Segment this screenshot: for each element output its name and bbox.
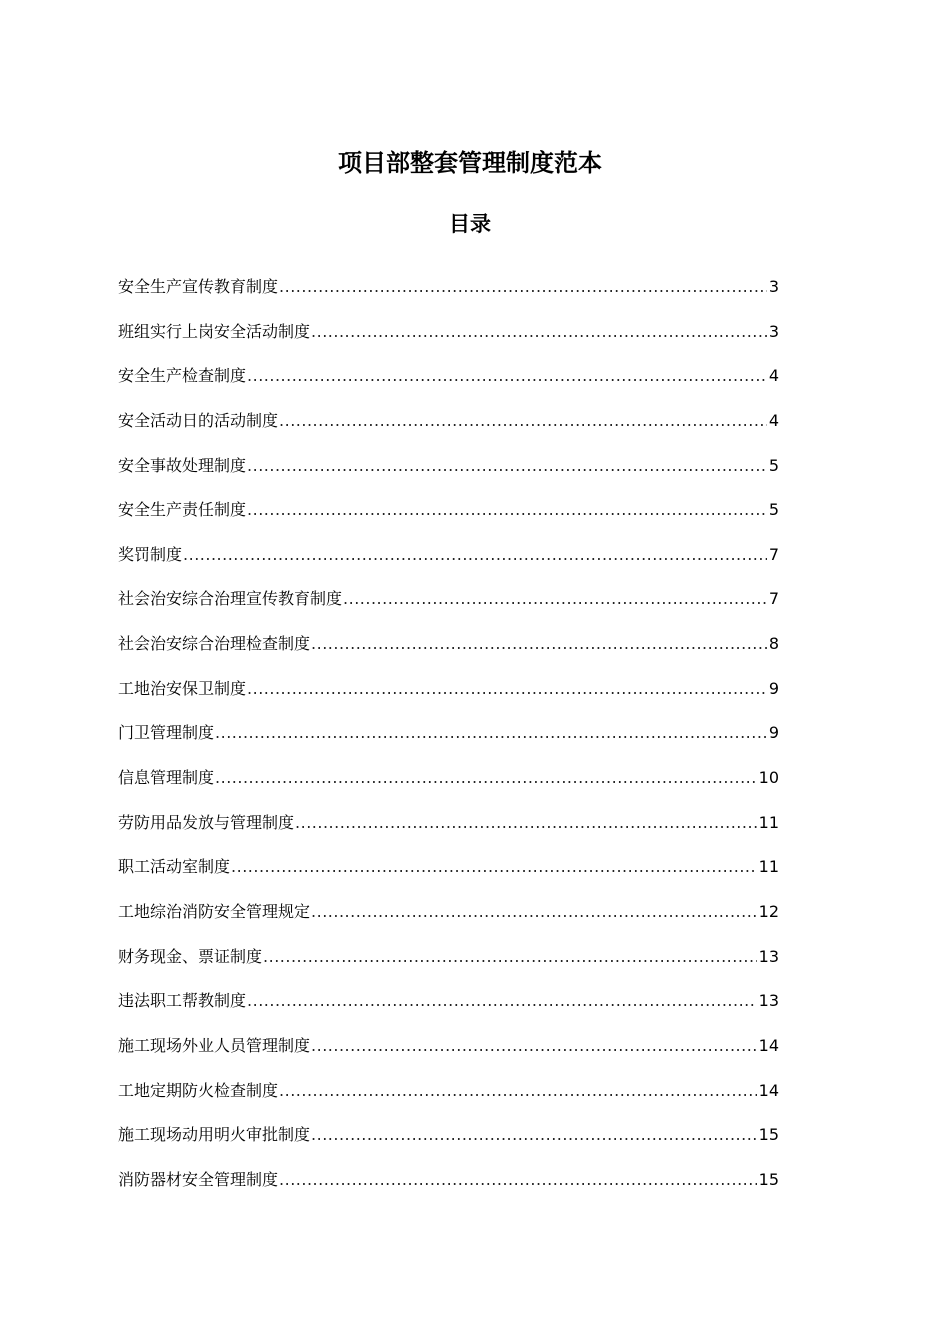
toc-dot-leader [295,808,757,838]
toc-dot-leader [279,1165,757,1195]
toc-dot-leader [231,852,757,882]
toc-entry-title: 安全生产宣传教育制度 [118,277,279,296]
toc-entry-title: 消防器材安全管理制度 [118,1169,279,1189]
toc-dot-leader [311,317,767,347]
toc-entry[interactable] [118,897,779,942]
toc-entry-title: 信息管理制度 [118,768,215,788]
toc-entry-page-number: 15 [758,1125,779,1145]
toc-entry[interactable] [118,540,779,585]
toc-entry[interactable] [118,495,779,540]
toc-entry-page-number: 4 [768,410,779,430]
toc-entry-page-number: 11 [758,857,779,877]
toc-entry-title: 安全生产检查制度 [118,366,247,386]
toc-entry-title: 施工现场外业人员管理制度 [118,1035,311,1055]
toc-entry[interactable] [118,852,779,897]
toc-entry-page-number: 13 [758,946,779,966]
toc-entry-page-number: 14 [758,1035,779,1055]
toc-entry-page-number: 15 [758,1169,779,1189]
toc-dot-leader [183,540,767,570]
toc-entry[interactable] [118,317,779,362]
toc-entry-page-number: 12 [758,901,779,921]
toc-entry-page-number: 9 [768,678,779,698]
toc-heading: 目录 [449,212,491,236]
toc-entry-title: 劳防用品发放与管理制度 [118,812,295,832]
toc-entry[interactable] [118,1031,779,1076]
toc-entry-title: 施工现场动用明火审批制度 [118,1125,311,1145]
toc-entry[interactable] [118,361,779,406]
toc-entry[interactable] [118,942,779,987]
toc-entry[interactable] [118,808,779,853]
document-title: 项目部整套管理制度范本 [338,149,602,177]
toc-entry-title: 工地定期防火检查制度 [118,1080,279,1100]
toc-entry[interactable] [118,718,779,763]
table-of-contents [118,272,779,1209]
toc-dot-leader [279,272,767,302]
toc-entry-title: 安全活动日的活动制度 [118,410,279,430]
toc-entry-page-number: 3 [768,277,779,296]
toc-entry-page-number: 7 [768,589,779,609]
toc-entry-page-number: 11 [758,812,779,832]
toc-entry-page-number: 5 [768,455,779,475]
toc-dot-leader [279,1076,757,1106]
toc-dot-leader [247,361,767,391]
toc-entry-title: 社会治安综合治理检查制度 [118,634,311,654]
toc-entry[interactable] [118,1165,779,1210]
toc-dot-leader [247,495,767,525]
toc-dot-leader [343,584,767,614]
toc-entry-page-number: 5 [768,500,779,520]
toc-entry[interactable] [118,406,779,451]
toc-entry[interactable] [118,674,779,719]
toc-dot-leader [263,942,757,972]
toc-entry-title: 安全事故处理制度 [118,455,247,475]
toc-dot-leader [215,718,767,748]
toc-entry[interactable] [118,1120,779,1165]
toc-entry-title: 社会治安综合治理宣传教育制度 [118,589,343,609]
toc-entry-page-number: 7 [768,544,779,564]
toc-dot-leader [311,629,767,659]
toc-entry-title: 门卫管理制度 [118,723,215,743]
toc-entry-page-number: 4 [768,366,779,386]
toc-entry-title: 班组实行上岗安全活动制度 [118,321,311,341]
toc-dot-leader [311,1120,757,1150]
toc-entry-title: 奖罚制度 [118,544,183,564]
toc-entry-page-number: 14 [758,1080,779,1100]
toc-entry-page-number: 9 [768,723,779,743]
toc-entry[interactable] [118,763,779,808]
toc-entry-title: 工地治安保卫制度 [118,678,247,698]
toc-entry-title: 安全生产责任制度 [118,500,247,520]
toc-dot-leader [215,763,757,793]
toc-entry-title: 职工活动室制度 [118,857,231,877]
toc-dot-leader [311,1031,757,1061]
toc-dot-leader [311,897,757,927]
toc-entry[interactable] [118,986,779,1031]
toc-entry[interactable] [118,1076,779,1121]
toc-entry-title: 工地综治消防安全管理规定 [118,901,311,921]
toc-entry-page-number: 3 [768,321,779,341]
toc-entry-title: 违法职工帮教制度 [118,991,247,1011]
toc-dot-leader [247,451,767,481]
toc-entry-page-number: 10 [758,768,779,788]
toc-entry-page-number: 8 [768,634,779,654]
toc-dot-leader [247,986,757,1016]
toc-entry-page-number: 13 [758,991,779,1011]
toc-entry[interactable] [118,451,779,496]
toc-entry[interactable] [118,272,779,317]
toc-entry-title: 财务现金、票证制度 [118,946,263,966]
toc-entry[interactable] [118,629,779,674]
toc-dot-leader [247,674,767,704]
toc-dot-leader [279,406,767,436]
toc-entry[interactable] [118,584,779,629]
